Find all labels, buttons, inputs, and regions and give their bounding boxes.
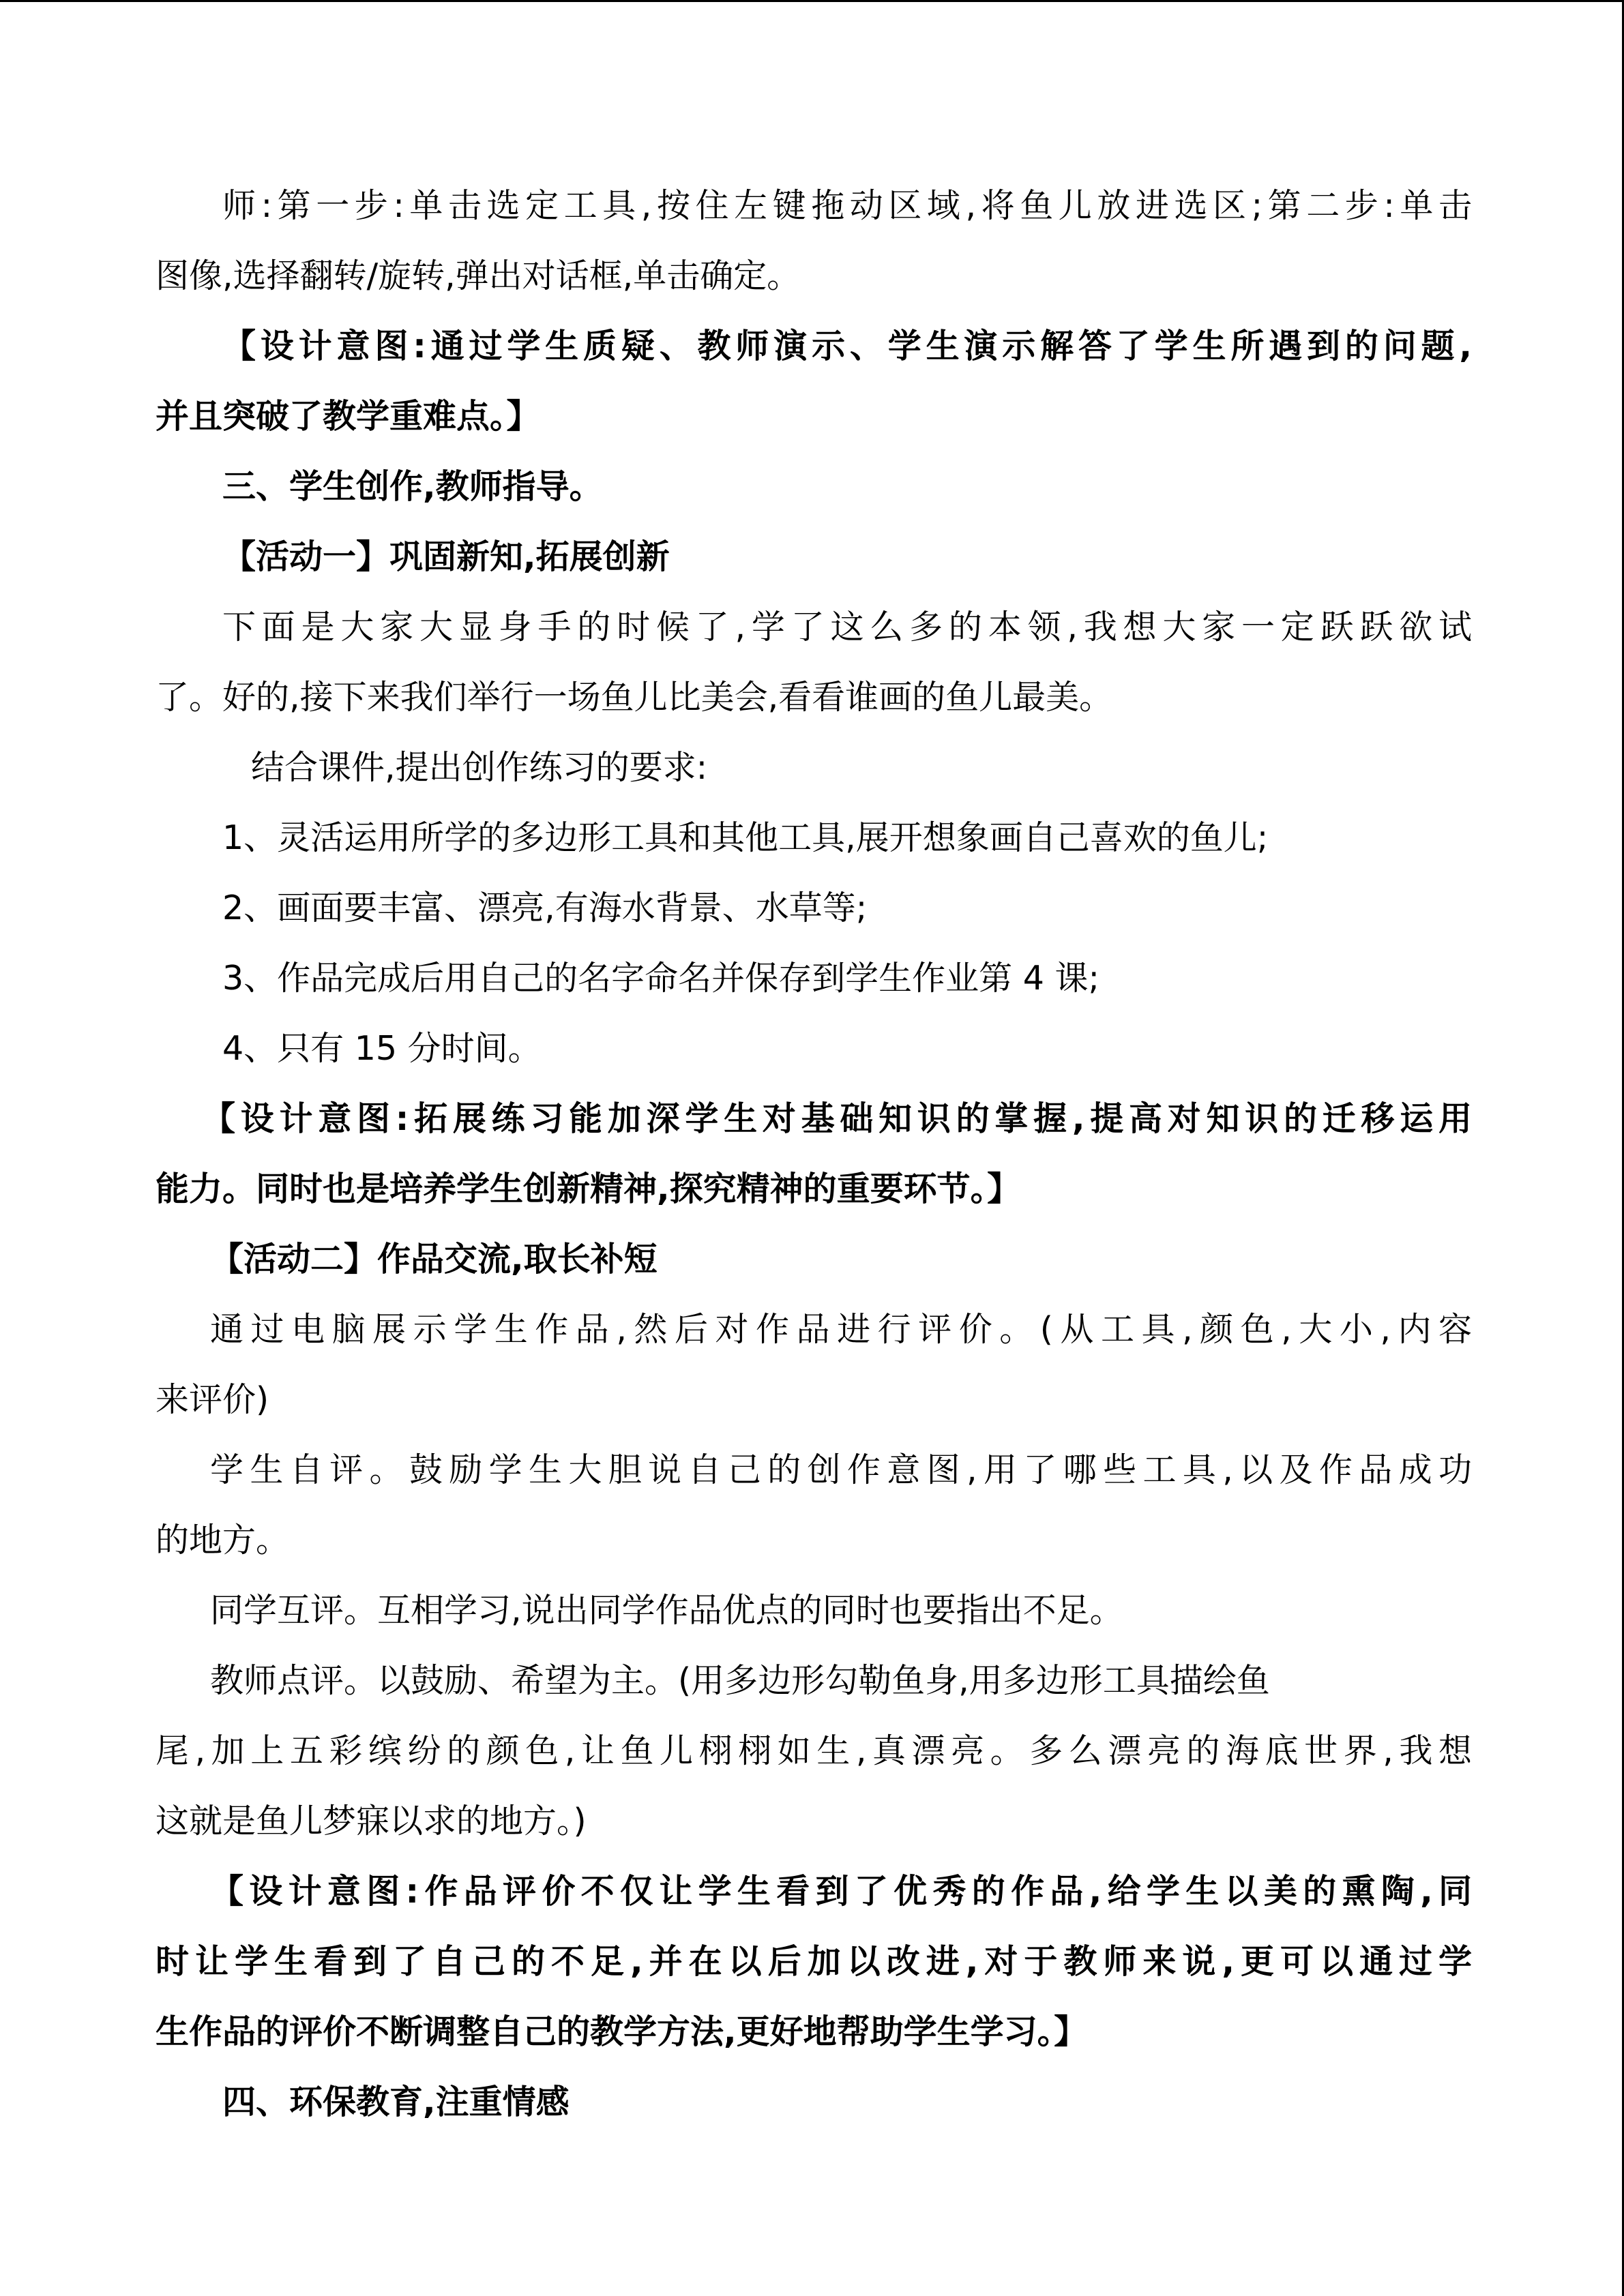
requirement-item-3: 3、作品完成后用自己的名字命名并保存到学生作业第 4 课; [222,959,1100,998]
text-line-17: 通过电脑展示学生作品,然后对作品进行评价。(从工具,颜色,大小,内容 [210,1310,1472,1349]
design-intent-1-line-1: 【设计意图:通过学生质疑、教师演示、学生演示解答了学生所遇到的问题, [222,327,1472,366]
activity-1-heading: 【活动一】巩固新知,拓展创新 [222,537,670,576]
requirement-item-4: 4、只有 15 分时间。 [222,1029,542,1068]
document-body [156,170,1472,2137]
text-line-1: 师:第一步:单击选定工具,按住左键拖动区域,将鱼儿放进选区;第二步:单击 [222,186,1472,225]
text-line-8: 了。好的,接下来我们举行一场鱼儿比美会,看看谁画的鱼儿最美。 [156,678,1113,717]
design-intent-3-line-1: 【设计意图:作品评价不仅让学生看到了优秀的作品,给学生以美的熏陶,同 [210,1872,1472,1911]
text-line-20: 的地方。 [156,1521,290,1560]
design-intent-1-line-2: 并且突破了教学重难点。】 [156,397,540,436]
section-heading-4: 四、环保教育,注重情感 [222,2083,570,2121]
design-intent-2-line-2: 能力。同时也是培养学生创新精神,探究精神的重要环节。】 [156,1169,1021,1208]
text-line-22: 教师点评。以鼓励、希望为主。(用多边形勾勒鱼身,用多边形工具描绘鱼 [210,1661,1270,1700]
requirement-item-2: 2、画面要丰富、漂亮,有海水背景、水草等; [222,889,868,927]
text-line-18: 来评价) [156,1380,269,1419]
design-intent-2-line-1: 【设计意图:拓展练习能加深学生对基础知识的掌握,提高对知识的迁移运用 [202,1099,1472,1138]
requirements-intro: 结合课件,提出创作练习的要求: [251,748,708,787]
design-intent-3-line-3: 生作品的评价不断调整自己的教学方法,更好地帮助学生学习。】 [156,2012,1088,2051]
text-line-2: 图像,选择翻转/旋转,弹出对话框,单击确定。 [156,256,801,295]
text-line-24: 这就是鱼儿梦寐以求的地方。) [156,1802,587,1840]
text-line-21: 同学互评。互相学习,说出同学作品优点的同时也要指出不足。 [210,1591,1123,1630]
page-top-border [0,0,1624,2]
text-line-19: 学生自评。鼓励学生大胆说自己的创作意图,用了哪些工具,以及作品成功 [210,1450,1472,1489]
text-line-23: 尾,加上五彩缤纷的颜色,让鱼儿栩栩如生,真漂亮。多么漂亮的海底世界,我想 [156,1731,1472,1770]
section-heading-3: 三、学生创作,教师指导。 [222,467,603,506]
design-intent-3-line-2: 时让学生看到了自己的不足,并在以后加以改进,对于教师来说,更可以通过学 [156,1942,1472,1981]
text-line-7: 下面是大家大显身手的时候了,学了这么多的本领,我想大家一定跃跃欲试 [222,608,1472,646]
activity-2-heading: 【活动二】作品交流,取长补短 [210,1240,658,1279]
requirement-item-1: 1、灵活运用所学的多边形工具和其他工具,展开想象画自己喜欢的鱼儿; [222,818,1269,857]
